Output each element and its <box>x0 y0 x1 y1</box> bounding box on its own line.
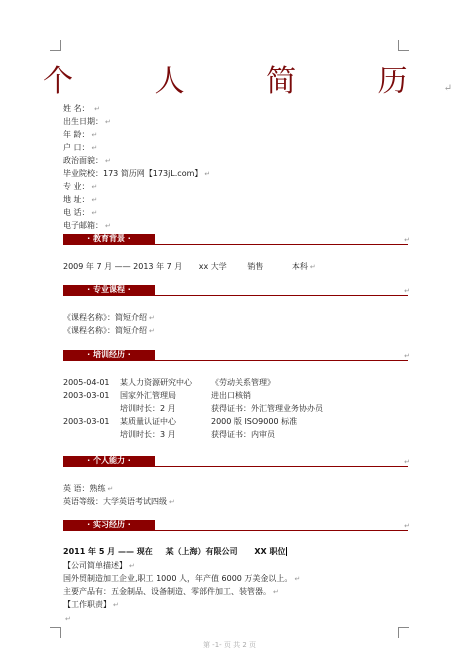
section-tag-training: · 培训经历 · <box>63 350 155 360</box>
profile-school[interactable]: 毕业院校：173 简历网【173jL.com】 ↵ <box>63 169 211 178</box>
profile-political-status[interactable]: 政治面貌： ↵ <box>63 156 111 165</box>
training-item: 2000 版 ISO9000 标准 <box>211 417 298 426</box>
internship-line[interactable]: 国外贸制造加工企业,职工 1000 人，年产值 6000 万美金以上。 ↵ <box>63 574 301 583</box>
internship-line[interactable]: 【工作职责】 ↵ <box>63 600 119 609</box>
resume-title-text: 个 人 简 历 <box>43 64 444 99</box>
section-header-training: · 培训经历 · ↵ <box>63 350 408 361</box>
profile-name[interactable]: 姓 名： ↵ <box>63 104 100 113</box>
education-row[interactable]: 2009 年 7 月 —— 2013 年 7 月 xx 大学 销售 本科 ↵ <box>63 262 316 271</box>
crop-mark-top-right <box>398 40 409 51</box>
empty-paragraph[interactable]: ↵ <box>65 615 71 623</box>
education-major: 销售 <box>247 262 264 271</box>
education-school: xx 大学 <box>198 262 227 271</box>
text-cursor <box>286 547 287 556</box>
internship-line[interactable]: 主要产品有：五金制品、设备制造、零部件加工、装管器。 ↵ <box>63 587 279 596</box>
internship-position: XX 职位 <box>254 547 286 556</box>
section-header-internship: · 实习经历 · ↵ <box>63 520 408 531</box>
training-item: 进出口核销 <box>211 391 251 400</box>
section-header-education: · 教育背景 · ↵ <box>63 234 408 245</box>
training-item: 《劳动关系管理》 <box>211 378 275 387</box>
profile-age[interactable]: 年 龄： ↵ <box>63 130 98 139</box>
section-tag-education: · 教育背景 · <box>63 234 155 244</box>
section-header-skills: · 个人能力 · ↵ <box>63 456 408 467</box>
section-header-courses: · 专业课程 · ↵ <box>63 285 408 296</box>
training-date: 2003-03-01 <box>63 391 110 400</box>
crop-mark-bottom-right <box>398 627 409 638</box>
profile-address[interactable]: 地 址： ↵ <box>63 195 98 204</box>
training-org: 某质量认证中心 <box>120 417 176 426</box>
course-item[interactable]: 《课程名称》：简短介绍 ↵ <box>63 313 155 322</box>
education-period: 2009 年 7 月 —— 2013 年 7 月 <box>63 262 183 271</box>
training-duration: 培训时长：3 月 <box>120 430 176 439</box>
internship-headline[interactable] <box>63 547 287 557</box>
internship-line[interactable]: 【公司简单描述】 ↵ <box>63 561 135 570</box>
training-certificate: 获得证书：内审员 <box>211 430 275 439</box>
training-certificate: 获得证书：外汇管理业务协办员 <box>211 404 323 413</box>
page-footer: 第 -1- 页 共 2 页 <box>202 641 257 649</box>
training-org: 国家外汇管理局 <box>120 391 176 400</box>
crop-mark-top-left <box>50 40 61 51</box>
internship-period: 2011 年 5 月 —— 现在 <box>63 547 153 556</box>
resume-title[interactable] <box>0 56 459 100</box>
internship-company: 某（上海）有限公司 <box>165 547 238 556</box>
training-date: 2005-04-01 <box>63 378 110 387</box>
section-tag-courses: · 专业课程 · <box>63 285 155 295</box>
training-date: 2003-03-01 <box>63 417 110 426</box>
education-degree: 本科 <box>291 262 308 271</box>
profile-birthdate[interactable]: 出生日期： ↵ <box>63 117 111 126</box>
skill-item[interactable]: 英语等级：大学英语考试四级 ↵ <box>63 497 175 506</box>
crop-mark-bottom-left <box>50 627 61 638</box>
section-tag-skills: · 个人能力 · <box>63 456 155 466</box>
course-item[interactable]: 《课程名称》：简短介绍 ↵ <box>63 326 155 335</box>
training-org: 某人力资源研究中心 <box>120 378 192 387</box>
paragraph-mark: ↵ <box>443 83 452 94</box>
training-duration: 培训时长：2 月 <box>120 404 176 413</box>
profile-major[interactable]: 专 业： ↵ <box>63 182 98 191</box>
skill-item[interactable]: 英 语：熟练 ↵ <box>63 484 114 493</box>
profile-hukou[interactable]: 户 口： ↵ <box>63 143 98 152</box>
profile-phone[interactable]: 电 话： ↵ <box>63 208 98 217</box>
section-tag-internship: · 实习经历 · <box>63 520 155 530</box>
profile-email[interactable]: 电子邮箱： ↵ <box>63 221 111 230</box>
